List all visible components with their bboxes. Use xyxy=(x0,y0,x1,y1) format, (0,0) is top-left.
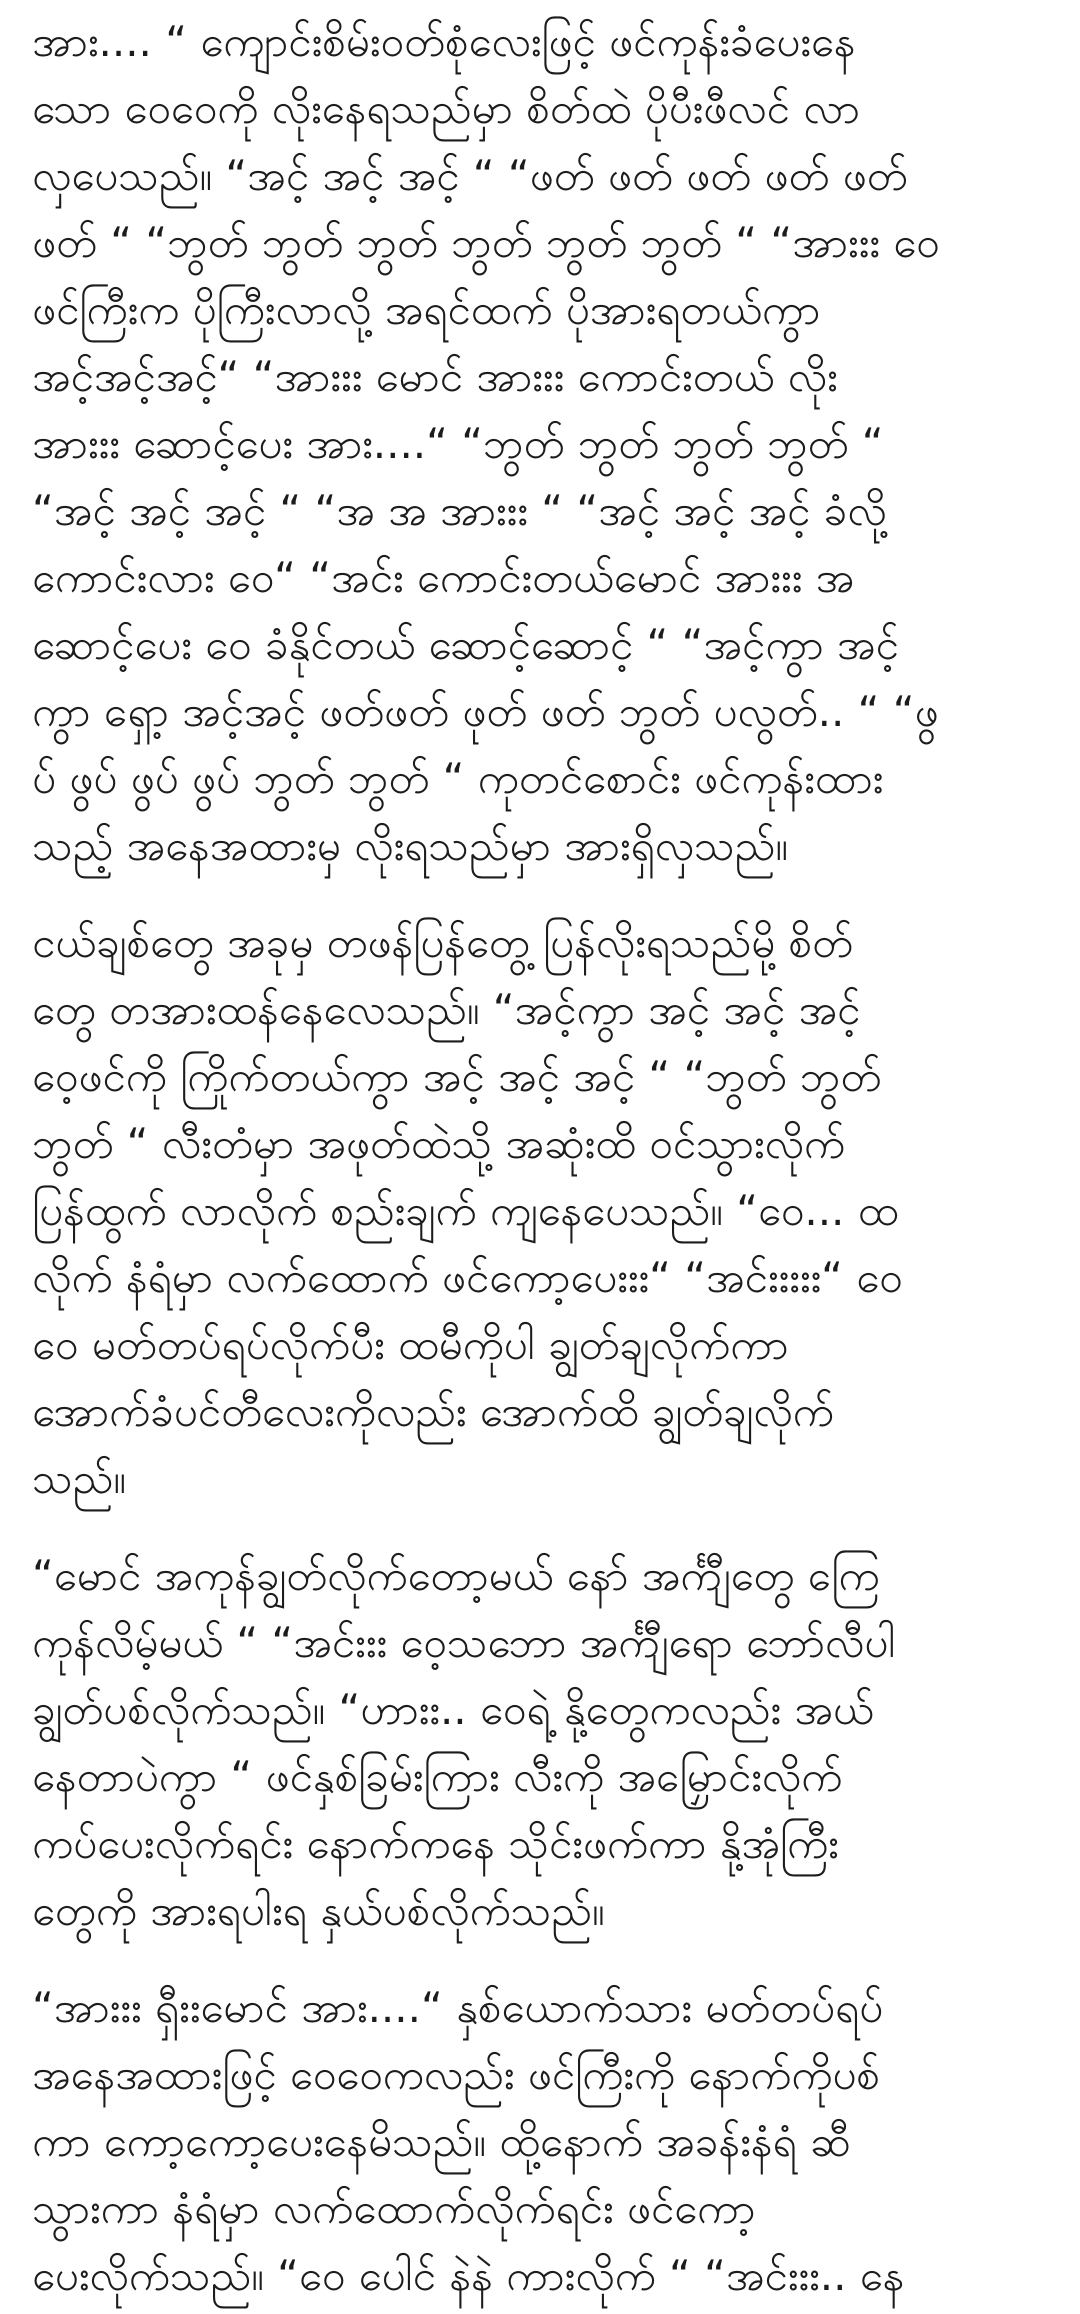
text-line: ကွာ ရှော့ အင့်အင့် ဖတ်ဖတ် ဖုတ် ဖတ် ဘွတ် ပလွတ်.. “ “ဖွ xyxy=(32,687,939,736)
text-line: ပြန်ထွက် လာလိုက် စည်းချက် ကျနေပေသည်။ “ဝေ... ထ xyxy=(32,1186,899,1235)
text-line: ဖင်ကြီးက ပိုကြီးလာလို့ အရင်ထက် ပိုအားရတယ်ကွာ xyxy=(32,285,821,334)
paragraph-4 xyxy=(32,1974,1050,2309)
text-line: အားးး ဆောင့်ပေး အား....“ “ဘွတ် ဘွတ် ဘွတ် ဘွတ် “ xyxy=(32,419,884,468)
text-line: ဝေ မတ်တပ်ရပ်လိုက်ပီး ထမီကိုပါ ချွတ်ချလိုက်ကာ xyxy=(32,1320,789,1369)
text-line: ဘွတ် “ လီးတံမှာ အဖုတ်ထဲသို့ အဆုံးထိ ဝင်သွားလိုက် xyxy=(32,1119,846,1168)
paragraph-2 xyxy=(32,909,1050,1512)
text-line: တွေကို အားရပါးရ နှယ်ပစ်လိုက်သည်။ xyxy=(32,1886,605,1935)
paragraph-3 xyxy=(32,1542,1050,1944)
text-line: အနေအထားဖြင့် ဝေဝေကလည်း ဖင်ကြီးကို နောက်ကိုပစ် xyxy=(32,2050,880,2099)
text-line: သော ဝေဝေကို လိုးနေရသည်မှာ စိတ်ထဲ ပိုပီးဖီလင် လာ xyxy=(32,84,860,133)
text-line: ငယ်ချစ်တွေ အခုမှ တဖန်ပြန်တွေ့ ပြန်လိုးရသည်မို့ စိတ် xyxy=(32,918,853,967)
text-line: ကောင်းလား ဝေ“ “အင်း ကောင်းတယ်မောင် အားးး အ xyxy=(32,553,855,602)
text-line: ဆောင့်ပေး ဝေ ခံနိုင်တယ် ဆောင့်ဆောင့် “ “အင့်ကွာ အင့် xyxy=(32,620,899,669)
text-line: ကပ်ပေးလိုက်ရင်း နောက်ကနေ သိုင်းဖက်ကာ နို့အုံကြီး xyxy=(32,1819,839,1868)
text-line: “မောင် အကုန်ချွတ်လိုက်တော့မယ် နော် အင်္ကျီတွေ ကြေ xyxy=(32,1551,880,1600)
text-line: ပေးလိုက်သည်။ “ဝေ ပေါင် နဲနဲ ကားလိုက် “ “အင်းးး.. နေ xyxy=(32,2251,905,2300)
text-line: ဝေ့ဖင်ကို ကြိုက်တယ်ကွာ အင့် အင့် အင့် “ “ဘွတ် ဘွတ် xyxy=(32,1052,882,1101)
text-line: နေတာပဲကွာ “ ဖင်နှစ်ခြမ်းကြား လီးကို အမြှောင်းလိုက် xyxy=(32,1752,843,1801)
text-line: သည့် အနေအထားမှ လိုးရသည်မှာ အားရှိလှသည်။ xyxy=(32,821,788,870)
text-line: လှပေသည်။ “အင့် အင့် အင့် “ “ဖတ် ဖတ် ဖတ် ဖတ် ဖတ် xyxy=(32,151,908,200)
text-line: “အင့် အင့် အင့် “ “အ အ အားးး “ “အင့် အင့် အင့် ခံလို့ xyxy=(32,486,887,535)
text-line: သည်။ xyxy=(32,1454,126,1503)
text-line: အောက်ခံပင်တီလေးကိုလည်း အောက်ထိ ချွတ်ချလိုက် xyxy=(32,1387,834,1436)
text-line: လိုက် နံရံမှာ လက်ထောက် ဖင်ကော့ပေးးး“ “အင်းးးးး“ ဝေ xyxy=(32,1253,903,1302)
text-line: အင့်အင့်အင့်“ “အားးး မောင် အားးး ကောင်းတယ် လိုး xyxy=(32,352,838,401)
text-line: အား.... “ ကျောင်းစိမ်းဝတ်စုံလေးဖြင့် ဖင်ကုန်းခံပေးနေ xyxy=(32,17,856,66)
text-line: ကုန်လိမ့်မယ် “ “အင်းးး ဝေ့သဘော အင်္ကျီရော ဘော်လီပါ xyxy=(32,1618,896,1667)
text-line: ပ် ဖွပ် ဖွပ် ဖွပ် ဘွတ် ဘွတ် “ ကုတင်စောင်း ဖင်ကုန်းထား xyxy=(32,754,884,803)
text-line: ဖတ် “ “ဘွတ် ဘွတ် ဘွတ် ဘွတ် ဘွတ် ဘွတ် “ “အားးး ဝေ xyxy=(32,218,940,267)
text-line: သွားကာ နံရံမှာ လက်ထောက်လိုက်ရင်း ဖင်ကော့ xyxy=(32,2184,756,2233)
paragraph-1 xyxy=(32,8,1050,879)
text-line: တွေ တအားထန်နေလေသည်။ “အင့်ကွာ အင့် အင့် အင့် xyxy=(32,985,861,1034)
text-line: ချွတ်ပစ်လိုက်သည်။ “ဟားး.. ဝေရဲ့ နို့တွေကလည်း အယ် xyxy=(32,1685,874,1734)
text-line: ကာ ကော့ကော့ပေးနေမိသည်။ ထို့နောက် အခန်းနံရံ ဆီ xyxy=(32,2117,851,2166)
text-line: “အားးး ရှီးးမောင် အား....“ နှစ်ယောက်သား မတ်တပ်ရပ် xyxy=(32,1983,884,2032)
